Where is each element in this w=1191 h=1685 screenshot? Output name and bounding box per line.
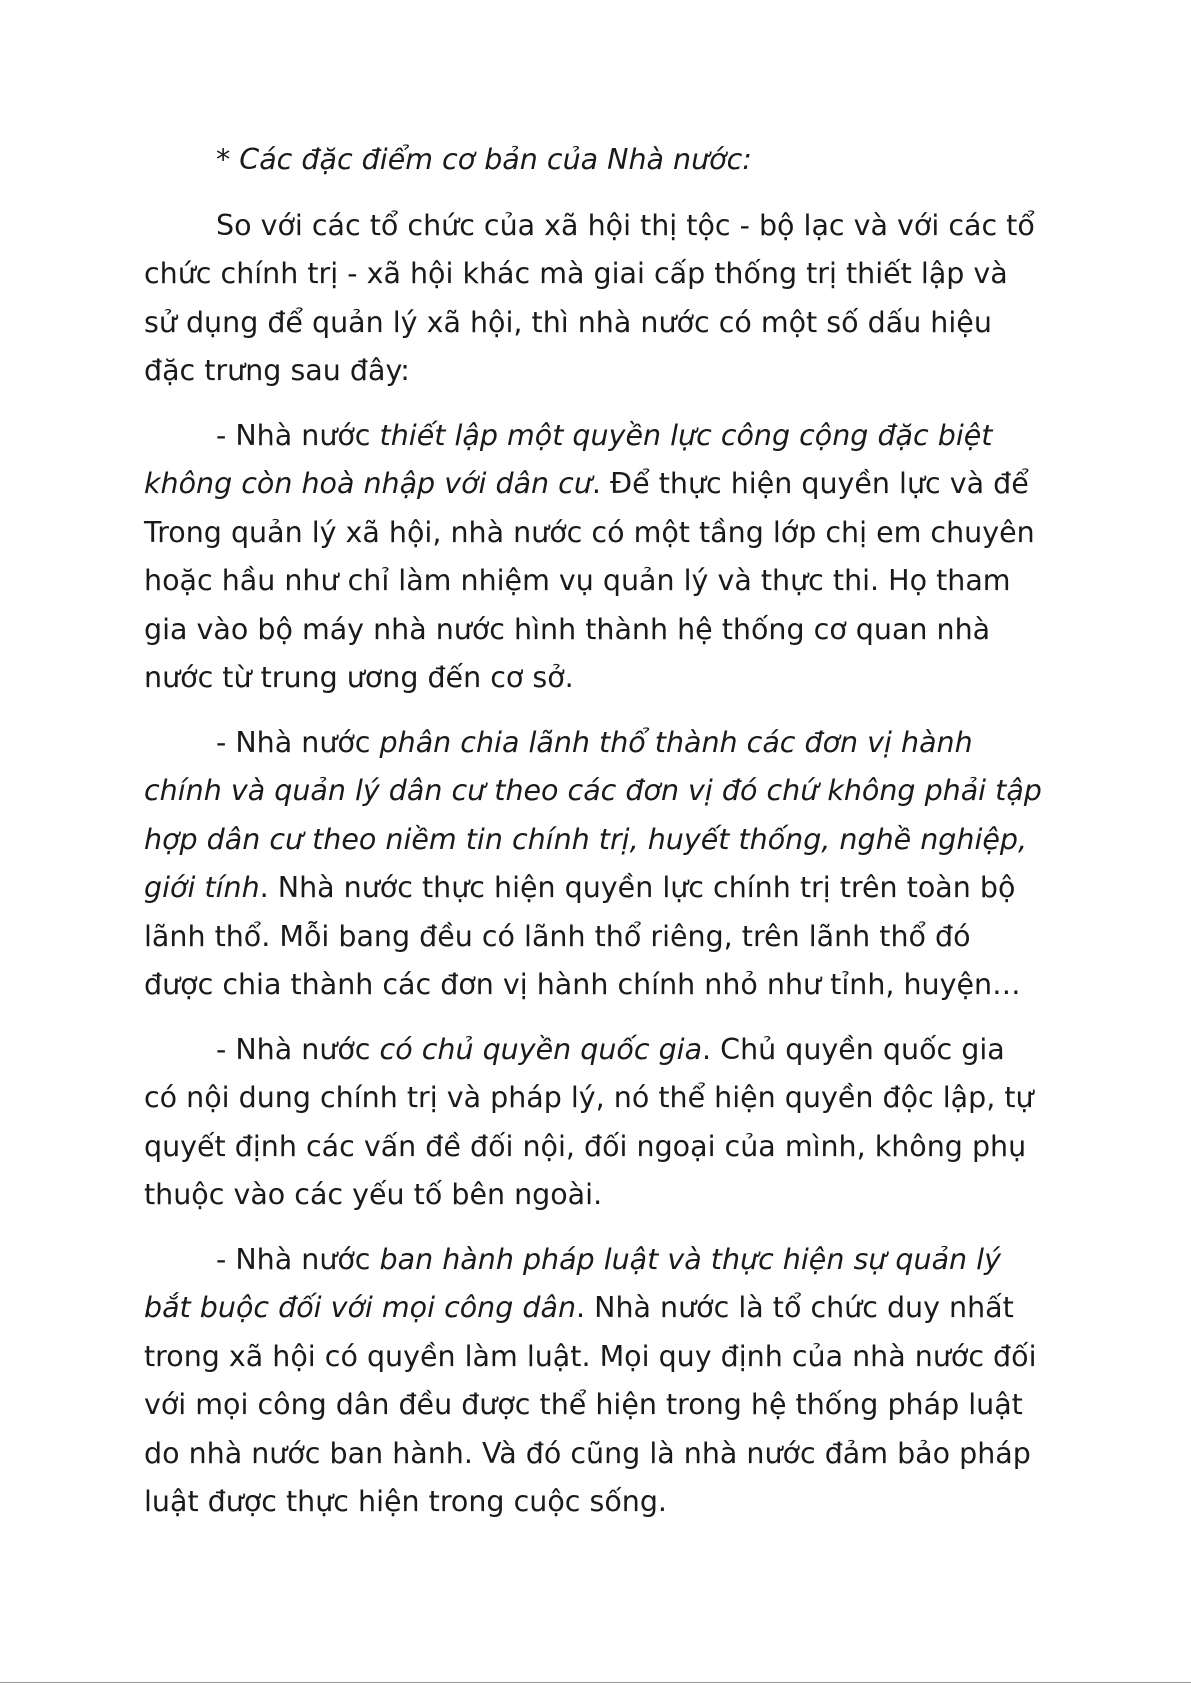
document-page — [144, 136, 1044, 1543]
intro-paragraph: So với các tổ chức của xã hội thị tộc - bộ lạc và với các tổ chức chính trị - xã hội khác mà giai cấp thống trị thiết lập và sử dụng để quản lý xã hội, thì nhà nước có một số dấu hiệu đặc trưng sau đây: — [144, 208, 1035, 387]
point-body: . Chủ quyền quốc gia có nội dung chính trị và pháp lý, nó thể hiện quyền độc lập, tự quyết định các vấn đề đối nội, đối ngoại của mình, không phụ thuộc vào các yếu tố bên ngoài. — [144, 1032, 1034, 1211]
section-heading: * Các đặc điểm cơ bản của Nhà nước: — [216, 143, 752, 176]
point-emphasis: ban hành pháp luật và thực hiện sự quản lý bắt buộc đối với mọi công dân — [144, 1242, 1001, 1324]
point-emphasis: có chủ quyền quốc gia — [379, 1032, 703, 1066]
point-body: . Nhà nước thực hiện quyền lực chính trị trên toàn bộ lãnh thổ. Mỗi bang đều có lãnh thổ riêng, trên lãnh thổ đó được chia thành các đơn vị hành chính nhỏ như tỉnh, huyện… — [144, 871, 1021, 1001]
page-bottom-border — [0, 1682, 1191, 1683]
point-body: . Nhà nước là tổ chức duy nhất trong xã hội có quyền làm luật. Mọi quy định của nhà nước đối với mọi công dân đều được thể hiện trong hệ thống pháp luật do nhà nước ban hành. Và đó cũng là nhà nước đảm bảo pháp luật được thực hiện trong cuộc sống. — [144, 1291, 1037, 1518]
point-paragraph-4 — [144, 1236, 1044, 1527]
point-paragraph-2 — [144, 719, 1044, 1010]
point-body: . Để thực hiện quyền lực và để Trong quản lý xã hội, nhà nước có một tầng lớp chị em chuyên hoặc hầu như chỉ làm nhiệm vụ quản lý và thực thi. Họ tham gia vào bộ máy nhà nước hình thành hệ thống cơ quan nhà nước từ trung ương đến cơ sở. — [144, 467, 1035, 694]
point-lead: - Nhà nước — [216, 1032, 380, 1066]
point-emphasis: thiết lập một quyền lực công cộng đặc biệt không còn hoà nhập với dân cư — [144, 418, 993, 500]
point-emphasis: phân chia lãnh thổ thành các đơn vị hành chính và quản lý dân cư theo các đơn vị đó chứ không phải tập hợp dân cư theo niềm tin chính trị, huyết thống, nghề nghiệp, giới tính — [144, 725, 1042, 904]
point-lead: - Nhà nước — [216, 418, 380, 452]
point-paragraph-3 — [144, 1026, 1044, 1220]
point-paragraph-1 — [144, 412, 1044, 703]
point-lead: - Nhà nước — [216, 1242, 380, 1276]
point-lead: - Nhà nước — [216, 725, 380, 759]
